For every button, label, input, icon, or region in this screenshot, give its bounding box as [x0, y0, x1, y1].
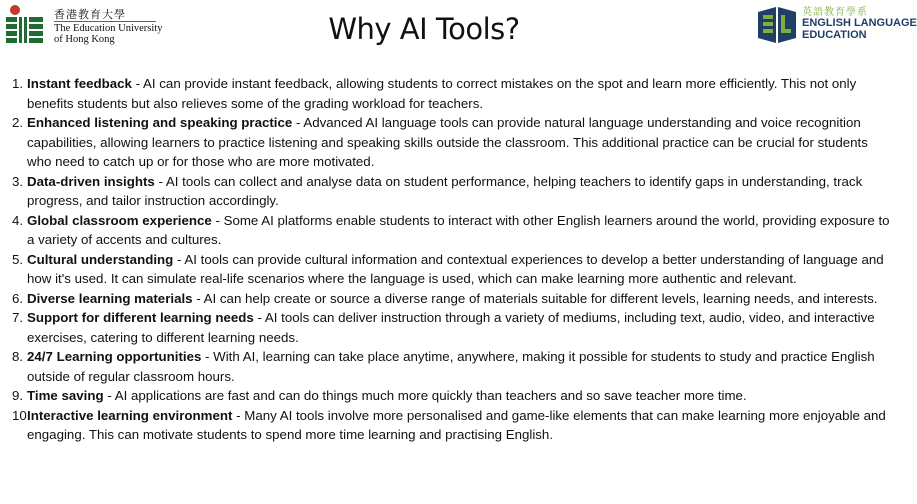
item-number: 2. — [12, 115, 24, 130]
item-term: Enhanced listening and speaking practice — [27, 115, 293, 130]
item-number: 5. — [12, 251, 24, 267]
item-text: - AI applications are fast and can do things much more quickly than teachers and so save teacher more time. — [103, 388, 747, 403]
item-term: Diverse learning materials — [27, 290, 193, 306]
item-term: Instant feedback — [27, 76, 132, 91]
item-number: 8. — [12, 349, 24, 364]
item-number: 3. — [12, 173, 24, 189]
item-term: 24/7 Learning opportunities — [27, 349, 202, 364]
item-text: - AI tools can deliver instruction through a variety of mediums, including text, audio, video, and interactive exercises, catering to different learning needs. — [27, 310, 875, 345]
item-text: - Advanced AI language tools can provide natural language understanding and voice recognition capabilities, allowing learners to practice listening and speaking skills outside the classroom. This additional practice can be crucial for students who need to catch up or for those who are more motivated. — [27, 115, 868, 169]
item-text: - AI tools can collect and analyse data on student performance, helping teachers to identify gaps in understanding, track progress, and tailor instruction accordingly. — [27, 173, 863, 208]
item-text: - AI can provide instant feedback, allowing students to correct mistakes on the spot and learn more efficiently. This not only benefits students but also relieves some of the grading workload for teachers. — [27, 76, 857, 111]
ele-name-en-line2: EDUCATION — [802, 29, 867, 41]
item-text: - Some AI platforms enable students to interact with other English learners around the world, providing exposure to a variety of accents and cultures. — [27, 212, 890, 247]
item-text: - Many AI tools involve more personalised and game-like elements that can make learning more enjoyable and engaging. This can motivate students to spend more time learning and practising English. — [27, 407, 886, 442]
eduhk-name-en-line1: The Education University — [54, 23, 163, 34]
list-item — [12, 308, 894, 347]
list-item — [12, 113, 894, 172]
item-number: 7. — [12, 310, 24, 325]
ele-name-zh: 英語教育學系 — [802, 7, 868, 18]
ele-logo — [756, 3, 917, 45]
list-item — [12, 211, 894, 250]
list-item — [12, 289, 894, 309]
list-item — [12, 250, 894, 289]
reasons-list — [12, 74, 894, 445]
item-number: 10. — [12, 407, 31, 423]
item-number: 1. — [12, 76, 24, 91]
item-term: Data-driven insights — [27, 173, 155, 189]
list-item — [12, 74, 894, 113]
item-term: Global classroom experience — [27, 212, 212, 228]
ele-name-en-line1: ENGLISH LANGUAGE — [802, 17, 917, 29]
item-number: 4. — [12, 212, 24, 228]
list-item — [12, 406, 894, 445]
item-text: - AI tools can provide cultural information and contextual experiences to develop a better understanding of language and how it's used. It can simulate real-life scenarios where the language is used, which can make learning more authentic and relevant. — [27, 251, 884, 286]
eduhk-name-en-line2: of Hong Kong — [54, 34, 115, 45]
item-term: Interactive learning environment — [27, 407, 233, 423]
list-item — [12, 347, 894, 386]
item-term: Support for different learning needs — [27, 310, 254, 325]
item-term: Time saving — [27, 388, 104, 403]
item-term: Cultural understanding — [27, 251, 174, 267]
eduhk-name-zh: 香港教育大學 — [54, 8, 126, 21]
item-text: - AI can help create or source a diverse range of materials suitable for different levels, learning needs, and interests. — [192, 290, 878, 306]
ele-logo-icon — [756, 3, 798, 45]
item-text: - With AI, learning can take place anytime, anywhere, making it possible for students to study and practice English outside of regular classroom hours. — [27, 349, 875, 384]
item-number: 9. — [12, 388, 24, 403]
item-number: 6. — [12, 290, 24, 306]
list-item — [12, 172, 894, 211]
list-item — [12, 386, 894, 406]
slide-title: Why AI Tools? — [328, 12, 520, 46]
